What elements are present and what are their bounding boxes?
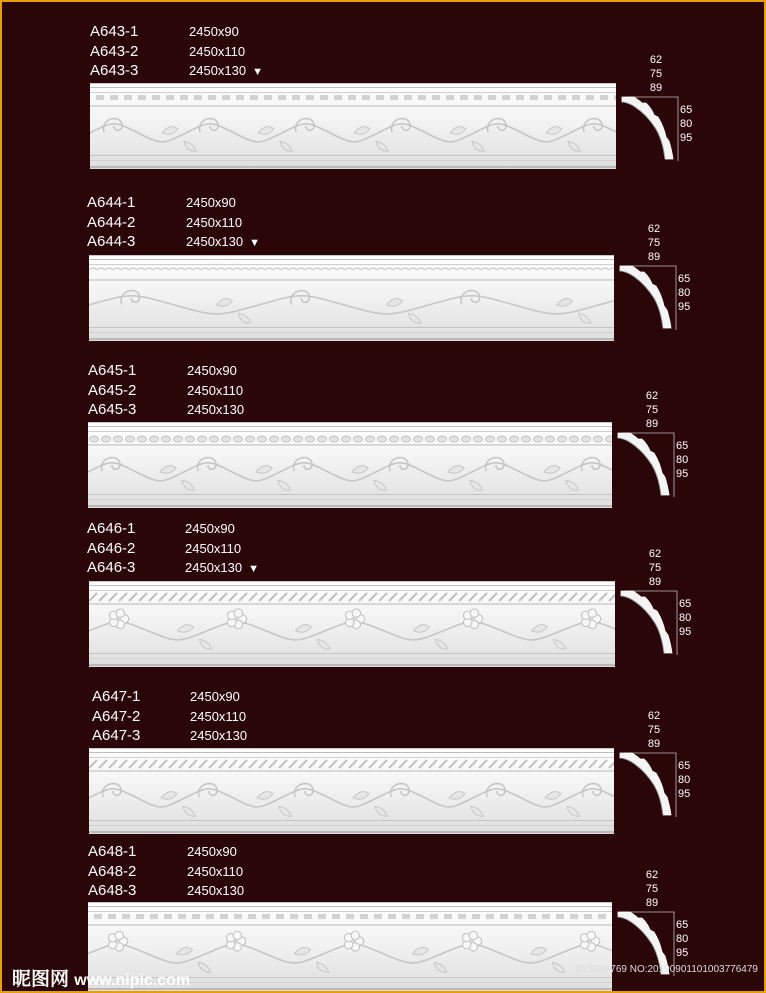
dimension: 2450x130	[189, 63, 247, 78]
profile-width: 89	[649, 82, 663, 94]
dimension: 2450x110	[187, 382, 244, 398]
model-codes	[90, 22, 185, 81]
dimension: 2450x110	[190, 708, 247, 724]
profile-height: 80	[676, 454, 689, 466]
model-code: A646-3	[87, 559, 136, 576]
triangle-marker-icon: ▼	[248, 563, 260, 575]
dimension: 2450x130	[186, 234, 244, 249]
model-code: A644-1	[87, 194, 136, 211]
model-codes	[87, 193, 182, 252]
profile-width: 75	[647, 724, 661, 736]
dimension: 2450x110	[185, 540, 242, 556]
dimension: 2450x90	[189, 24, 239, 39]
profile-width: 89	[647, 251, 661, 263]
profile-diagram	[618, 222, 691, 332]
dimension: 2450x90	[190, 689, 240, 704]
profile-width: 75	[645, 404, 659, 416]
profile-height: 95	[676, 468, 689, 480]
model-codes	[87, 519, 182, 578]
profile-diagram	[619, 547, 692, 657]
model-code: A645-3	[88, 401, 137, 418]
triangle-marker-icon: ▼	[249, 237, 261, 249]
triangle-marker-icon: ▼	[252, 66, 264, 78]
model-code: A647-2	[92, 707, 141, 725]
dimension: 2450x110	[189, 43, 246, 59]
profile-width: 75	[649, 68, 663, 80]
dimension: 2450x90	[186, 195, 236, 210]
profile-width: 89	[645, 897, 659, 909]
watermark-id: ID:5598769 NO:20190901101003776479	[575, 964, 758, 975]
profile-width: 62	[647, 223, 661, 235]
profile-diagram	[616, 868, 689, 978]
model-code: A648-2	[88, 862, 137, 880]
profile-height: 65	[678, 760, 691, 772]
dimensions	[187, 842, 307, 901]
profile-height: 95	[678, 301, 691, 313]
profile-diagram	[620, 53, 693, 163]
model-code: A643-3	[90, 62, 139, 79]
model-code: A647-3	[92, 727, 141, 744]
profile-height: 80	[676, 933, 689, 945]
watermark-url: www.nipic.com	[74, 972, 191, 989]
profile-width: 89	[648, 576, 662, 588]
dimension: 2450x130	[187, 883, 245, 898]
model-code: A644-2	[87, 213, 136, 231]
profile-height: 65	[676, 919, 689, 931]
dimensions	[189, 22, 309, 81]
profile-width: 62	[648, 548, 662, 560]
profile-width: 75	[645, 883, 659, 895]
profile-width: 75	[647, 237, 661, 249]
dimensions	[185, 519, 305, 578]
model-code: A645-1	[88, 362, 137, 379]
dimension: 2450x130	[190, 728, 248, 743]
dimensions	[187, 361, 307, 420]
profile-height: 65	[680, 104, 693, 116]
molding-image	[90, 83, 616, 169]
molding-image	[89, 581, 615, 667]
profile-height: 95	[678, 788, 691, 800]
molding-image	[89, 748, 614, 834]
profile-width: 62	[647, 710, 661, 722]
dimension: 2450x90	[187, 844, 237, 859]
molding-image	[88, 422, 612, 508]
dimension: 2450x110	[186, 214, 243, 230]
profile-height: 95	[679, 626, 692, 638]
profile-width: 62	[645, 869, 659, 881]
profile-width: 62	[645, 390, 659, 402]
model-codes	[88, 842, 183, 901]
dimension: 2450x90	[185, 521, 235, 536]
model-code: A645-2	[88, 381, 137, 399]
profile-height: 80	[679, 612, 692, 624]
dimension: 2450x130	[185, 560, 243, 575]
model-code: A643-2	[90, 42, 139, 60]
model-code: A648-1	[88, 843, 137, 860]
profile-diagram	[616, 389, 689, 499]
profile-height: 80	[678, 774, 691, 786]
profile-height: 65	[678, 273, 691, 285]
profile-height: 65	[679, 598, 692, 610]
profile-diagram	[618, 709, 691, 819]
model-code: A644-3	[87, 233, 136, 250]
model-code: A643-1	[90, 23, 139, 40]
watermark-site: 昵图网	[12, 969, 70, 990]
model-code: A646-1	[87, 520, 136, 537]
profile-height: 65	[676, 440, 689, 452]
model-code: A646-2	[87, 539, 136, 557]
profile-height: 95	[676, 947, 689, 959]
profile-width: 75	[648, 562, 662, 574]
dimensions	[190, 687, 310, 746]
molding-image	[89, 255, 614, 341]
watermark-logo	[12, 964, 190, 991]
profile-width: 62	[649, 54, 663, 66]
model-codes	[92, 687, 187, 746]
dimension: 2450x110	[187, 863, 244, 879]
dimensions	[186, 193, 306, 252]
profile-height: 80	[680, 118, 693, 130]
profile-width: 89	[647, 738, 661, 750]
model-codes	[88, 361, 183, 420]
dimension: 2450x130	[187, 402, 245, 417]
catalog-page	[2, 2, 764, 991]
dimension: 2450x90	[187, 363, 237, 378]
profile-height: 95	[680, 132, 693, 144]
profile-height: 80	[678, 287, 691, 299]
model-code: A647-1	[92, 688, 141, 705]
profile-width: 89	[645, 418, 659, 430]
model-code: A648-3	[88, 882, 137, 899]
